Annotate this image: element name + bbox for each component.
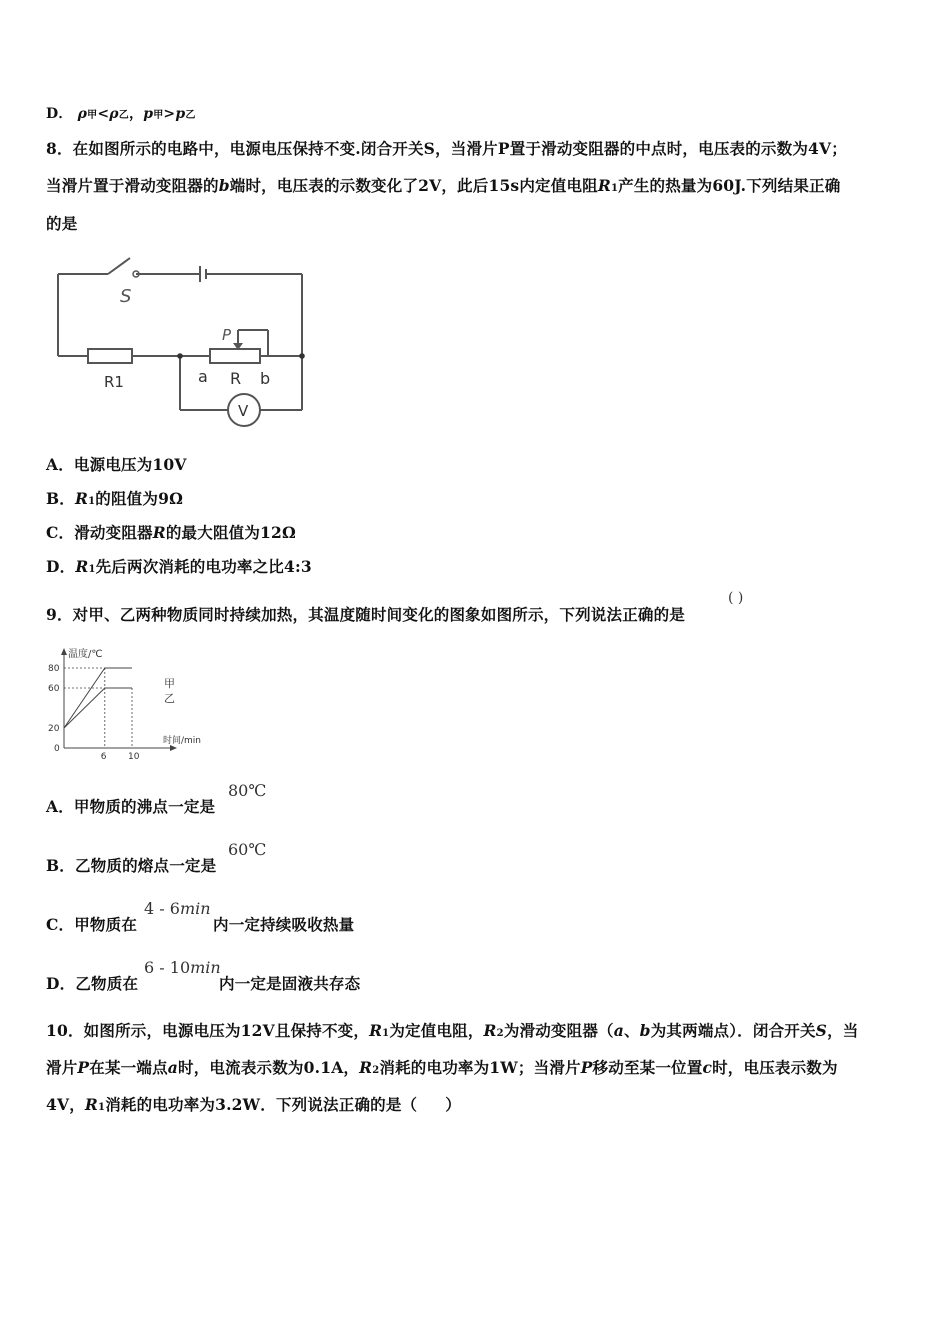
q9-option-d-value: 6 - 10min: [144, 958, 221, 977]
q8-stem-line-1: 8．在如图所示的电路中，电源电压保持不变.闭合开关S，当滑片P置于滑动变阻器的中点时，电压表的示数为4V；: [46, 139, 847, 158]
q8-option-d[interactable]: D．R1先后两次消耗的电功率之比4:3: [46, 557, 312, 576]
q7-option-d: D． ρ甲<ρ乙，p甲>p乙: [46, 106, 196, 122]
q9-option-c[interactable]: C．甲物质在: [46, 915, 138, 934]
q9-temperature-graph: [44, 645, 214, 763]
q8-option-c[interactable]: C．滑动变阻器R的最大阻值为12Ω: [46, 523, 297, 542]
q9-option-c-tail: 内一定持续吸收热量: [213, 915, 355, 934]
q8-option-a[interactable]: A．电源电压为10V: [46, 455, 187, 474]
series-label-yi: 乙: [164, 692, 175, 705]
r-label: R: [230, 369, 242, 388]
switch-label: S: [120, 286, 132, 307]
x-tick-6: 6: [100, 752, 107, 762]
slider-label: P: [222, 326, 232, 344]
series-line-jia: [64, 668, 132, 728]
r1-label: R1: [104, 373, 124, 391]
q10-stem-line-1: 10．如图所示，电源电压为12V且保持不变，R1为定值电阻，R2为滑动变阻器（a、b为其两端点）．闭合开关S，当: [46, 1021, 859, 1040]
q9-stem: 9．对甲、乙两种物质同时持续加热，其温度随时间变化的图象如图所示，下列说法正确的是: [46, 605, 685, 624]
q9-option-d-tail: 内一定是固液共存态: [219, 974, 361, 993]
end-a-label: a: [198, 367, 208, 386]
y-tick-80: 80: [48, 664, 60, 674]
q9-answer-paren: ( ): [728, 590, 744, 606]
q8-stem-line-3: 的是: [46, 214, 78, 233]
end-b-label: b: [260, 369, 271, 388]
q9-option-b[interactable]: B．乙物质的熔点一定是: [46, 856, 217, 875]
y-tick-20: 20: [48, 724, 60, 734]
voltmeter-label: V: [238, 402, 249, 420]
q8-stem-line-2: 当滑片置于滑动变阻器的b端时，电压表的示数变化了2V，此后15s内定值电阻R1产生的热量为60J.下列结果正确: [46, 176, 841, 195]
q9-option-b-value: 60℃: [228, 840, 267, 859]
x-axis-label: 时间/min: [163, 736, 202, 746]
q8-circuit-diagram: [50, 250, 310, 430]
q8-option-b[interactable]: B．R1的阻值为9Ω: [46, 489, 184, 508]
y-tick-60: 60: [48, 684, 60, 694]
series-label-jia: 甲: [164, 677, 175, 690]
q10-stem-line-3: 4V，R1消耗的电功率为3.2W．下列说法正确的是（ ）: [46, 1095, 461, 1114]
x-tick-10: 10: [128, 752, 140, 762]
series-line-yi: [64, 688, 132, 728]
q9-option-a[interactable]: A．甲物质的沸点一定是: [46, 797, 216, 816]
q10-stem-line-2: 滑片P在某一端点a时，电流表示数为0.1A，R2消耗的电功率为1W；当滑片P移动至某一位置c时，电压表示数为: [46, 1058, 838, 1077]
q9-option-d[interactable]: D．乙物质在: [46, 974, 139, 993]
q9-option-a-value: 80℃: [228, 781, 267, 800]
q9-option-c-value: 4 - 6min: [144, 899, 211, 918]
y-axis-label: 温度/℃: [68, 649, 103, 660]
origin-tick: 0: [54, 744, 60, 754]
